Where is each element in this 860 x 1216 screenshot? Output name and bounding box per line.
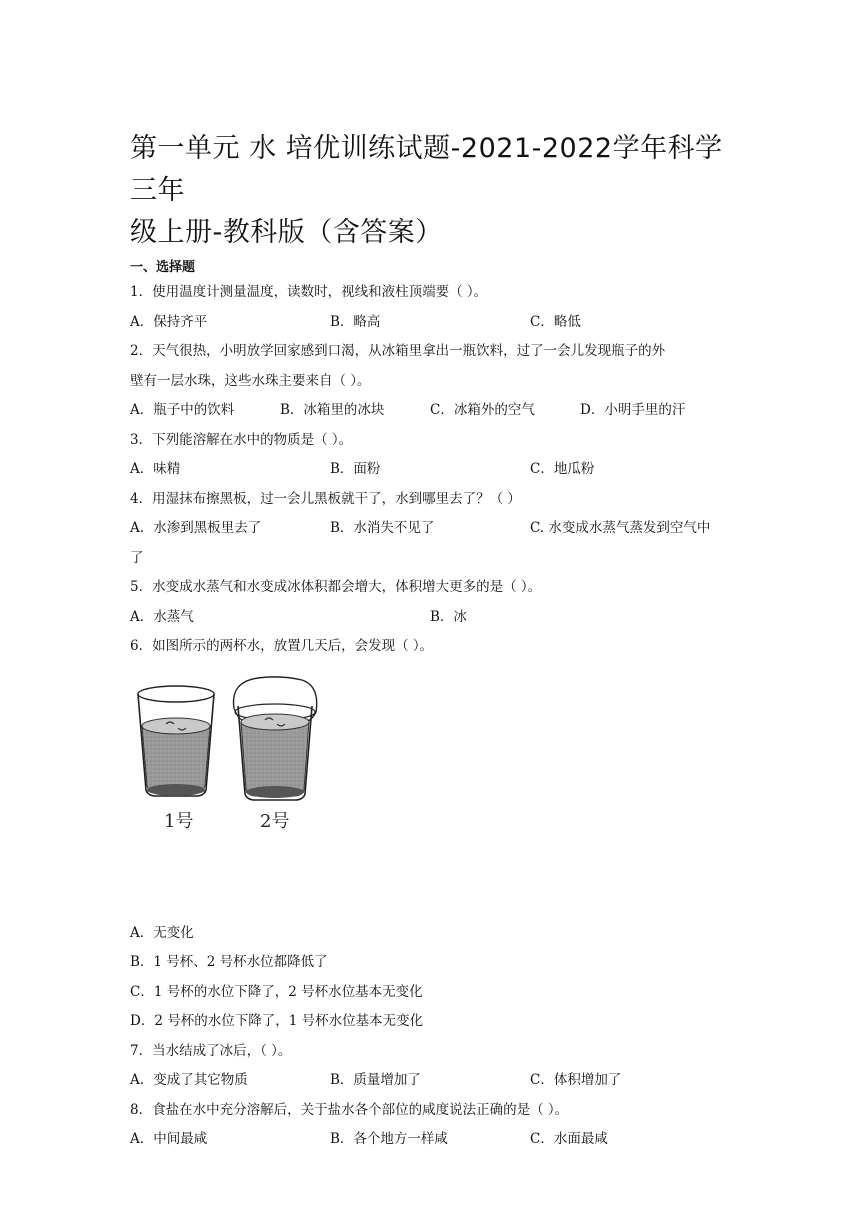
question-5-options bbox=[130, 603, 734, 633]
option-b: B．面粉 bbox=[330, 461, 381, 477]
option-b: B．质量增加了 bbox=[330, 1072, 421, 1088]
option-b: B．略高 bbox=[330, 313, 381, 330]
question-4: 4．用湿抹布擦黑板，过一会儿黑板就干了，水到哪里去了？（ ） bbox=[130, 490, 521, 507]
question-2-line-1: 2．天气很热，小明放学回家感到口渴，从冰箱里拿出一瓶饮料，过了一会儿发现瓶子的外 bbox=[130, 343, 666, 359]
option-c: C．1 号杯的水位下降了，2 号杯水位基本无变化 bbox=[130, 983, 423, 1000]
question-3-options bbox=[130, 455, 734, 485]
option-d: D．2 号杯的水位下降了，1 号杯水位基本无变化 bbox=[130, 1013, 424, 1029]
option-b: B．各个地方一样咸 bbox=[330, 1131, 448, 1147]
question-4-option-c-wrap: 了 bbox=[130, 549, 144, 566]
option-c: C. 水变成水蒸气蒸发到空气中 bbox=[530, 520, 711, 536]
option-a: A．保持齐平 bbox=[130, 313, 208, 330]
cups-illustration bbox=[130, 672, 340, 837]
question-4-options bbox=[130, 514, 734, 544]
title-line-1: 第一单元 水 培优训练试题-2021-2022学年科学三年 bbox=[130, 133, 723, 206]
cup-1-label: 1号 bbox=[164, 810, 194, 832]
option-c: C．体积增加了 bbox=[530, 1072, 622, 1088]
question-6: 6．如图所示的两杯水，放置几天后，会发现（ ）。 bbox=[130, 638, 434, 654]
question-1: 1．使用温度计测量温度，读数时，视线和液柱顶端要（ ）。 bbox=[130, 284, 488, 300]
cup-2 bbox=[234, 676, 317, 799]
document-page bbox=[130, 128, 734, 1155]
question-7-options bbox=[130, 1066, 734, 1096]
cup-2-label: 2号 bbox=[260, 810, 290, 832]
question-8-options bbox=[130, 1125, 734, 1155]
title-line-2: 级上册-教科版（含答案） bbox=[130, 217, 443, 248]
option-a: A．瓶子中的饮料 bbox=[130, 402, 235, 418]
option-a: A．味精 bbox=[130, 461, 181, 477]
option-b: B．冰 bbox=[430, 608, 467, 625]
question-3: 3．下列能溶解在水中的物质是（ ）。 bbox=[130, 431, 353, 448]
question-2-line-2: 壁有一层水珠，这些水珠主要来自（ ）。 bbox=[130, 372, 371, 389]
document-title bbox=[130, 128, 734, 254]
two-cups-figure bbox=[130, 672, 340, 837]
option-c: C．略低 bbox=[530, 313, 581, 330]
question-8: 8．食盐在水中充分溶解后，关于盐水各个部位的咸度说法正确的是（ ）。 bbox=[130, 1101, 569, 1118]
option-a: A．无变化 bbox=[130, 924, 194, 941]
option-c: C．冰箱外的空气 bbox=[430, 402, 535, 418]
section-heading: 一、选择题 bbox=[130, 260, 196, 275]
option-a: A．水渗到黑板里去了 bbox=[130, 520, 262, 536]
question-7: 7．当水结成了冰后，（ ）。 bbox=[130, 1042, 292, 1059]
option-d: D．小明手里的汗 bbox=[580, 402, 686, 418]
option-c: C．水面最咸 bbox=[530, 1131, 608, 1147]
option-a: A．水蒸气 bbox=[130, 608, 194, 625]
option-c: C．地瓜粉 bbox=[530, 461, 595, 477]
option-b: B．1 号杯、2 号杯水位都降低了 bbox=[130, 954, 328, 970]
option-a: A．变成了其它物质 bbox=[130, 1072, 248, 1088]
option-b: B．冰箱里的冰块 bbox=[280, 402, 385, 418]
question-5: 5．水变成水蒸气和水变成冰体积都会增大，体积增大更多的是（ ）。 bbox=[130, 579, 542, 595]
question-1-options bbox=[130, 308, 734, 338]
cup-1 bbox=[138, 686, 214, 796]
option-a: A．中间最咸 bbox=[130, 1131, 208, 1147]
question-2-options bbox=[130, 396, 734, 426]
option-b: B．水消失不见了 bbox=[330, 520, 435, 536]
